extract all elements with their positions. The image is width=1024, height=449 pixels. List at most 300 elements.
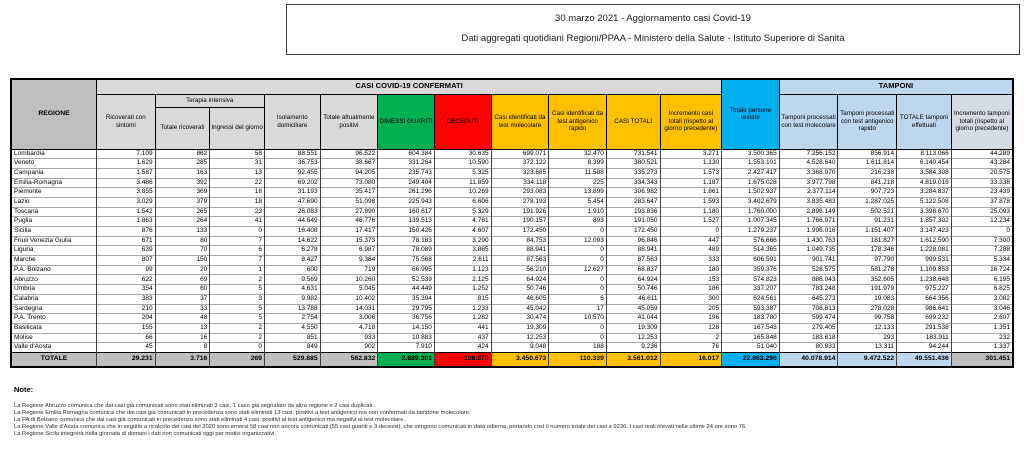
column-header-ingressi-giorno: Ingressi del giorno — [210, 107, 265, 149]
table-row — [11, 333, 1013, 343]
value-cell: 3.561.012 — [606, 352, 660, 367]
value-cell: 35.394 — [378, 294, 435, 304]
value-cell: 986.641 — [897, 304, 952, 314]
value-cell: 902 — [320, 343, 378, 353]
value-cell: 191.926 — [491, 207, 549, 217]
value-cell: 183.911 — [897, 333, 952, 343]
region-name-cell: Umbria — [11, 285, 96, 295]
value-cell: 1.109.853 — [897, 265, 952, 275]
value-cell: 279.405 — [779, 323, 838, 333]
value-cell: 32.470 — [549, 149, 607, 159]
value-cell: 3.082 — [951, 294, 1013, 304]
value-cell: 815 — [434, 294, 491, 304]
value-cell: 1.766.071 — [779, 217, 838, 227]
value-cell: 0 — [549, 275, 607, 285]
value-cell: 301.451 — [951, 352, 1013, 367]
value-cell: 6.987 — [320, 246, 378, 256]
table-row — [11, 285, 1013, 295]
value-cell: 285 — [155, 159, 210, 169]
value-cell: 352.605 — [838, 275, 897, 285]
value-cell: 225 — [549, 178, 607, 188]
region-name-cell: Sardegna — [11, 304, 96, 314]
value-cell: 80 — [155, 236, 210, 246]
region-name-cell: P.A. Bolzano — [11, 265, 96, 275]
column-header-incremento-casi: Incremento casi totali (rispetto al giorno precedente) — [660, 94, 722, 149]
region-name-cell: Lazio — [11, 197, 96, 207]
value-cell: 44.289 — [951, 149, 1013, 159]
value-cell: 15.373 — [320, 236, 378, 246]
value-cell: 1.553.101 — [722, 159, 780, 169]
value-cell: 51.040 — [722, 343, 780, 353]
group-header-casi-confermati: CASI COVID-19 CONFERMATI — [96, 79, 721, 94]
value-cell: 581.278 — [838, 265, 897, 275]
value-cell: 334.118 — [491, 178, 549, 188]
value-cell: 225.943 — [378, 197, 435, 207]
value-cell: 3.865 — [434, 246, 491, 256]
value-cell: 10.402 — [320, 294, 378, 304]
value-cell: 19.309 — [491, 323, 549, 333]
value-cell: 191.979 — [838, 285, 897, 295]
region-name-cell: Abruzzo — [11, 275, 96, 285]
value-cell: 3.284.837 — [897, 188, 952, 198]
value-cell: 1.180 — [660, 207, 722, 217]
value-cell: 3.486 — [96, 178, 155, 188]
value-cell: 133 — [155, 227, 210, 237]
value-cell: 1.238.648 — [897, 275, 952, 285]
value-cell: 58 — [210, 149, 265, 159]
value-cell: 45 — [96, 343, 155, 353]
value-cell: 699.071 — [491, 149, 549, 159]
value-cell: 180 — [660, 265, 722, 275]
table-row — [11, 188, 1013, 198]
value-cell: 88.941 — [606, 246, 660, 256]
value-cell: 16.408 — [264, 227, 320, 237]
value-cell: 7.300 — [951, 236, 1013, 246]
value-cell: 94.205 — [320, 168, 378, 178]
column-header-dimessi-guariti: DIMESSI GUARITI — [378, 94, 435, 149]
value-cell: 75.568 — [378, 256, 435, 266]
value-cell: 2.377.114 — [779, 188, 838, 198]
value-cell: 183.780 — [722, 314, 780, 324]
value-cell: 5.122.508 — [897, 197, 952, 207]
region-name-cell: Calabria — [11, 294, 96, 304]
report-title-box — [286, 4, 1020, 55]
value-cell: 13.899 — [549, 188, 607, 198]
value-cell: 78.089 — [378, 246, 435, 256]
value-cell: 719 — [320, 265, 378, 275]
value-cell: 783.248 — [779, 285, 838, 295]
value-cell: 3.029 — [96, 197, 155, 207]
value-cell: 2 — [210, 333, 265, 343]
value-cell: 2 — [210, 323, 265, 333]
value-cell: 1.502.937 — [722, 188, 780, 198]
value-cell: 600 — [264, 265, 320, 275]
value-cell: 12.253 — [606, 333, 660, 343]
report-subtitle: Dati aggregati quotidiani Regioni/PPAA - Ministero della Salute - Istituto Superiore di Sanità — [461, 33, 845, 44]
value-cell: 283.647 — [606, 197, 660, 207]
value-cell: 37 — [155, 294, 210, 304]
value-cell: 8 — [155, 343, 210, 353]
value-cell: 933 — [320, 333, 378, 343]
note-item: La Regione Valle d'Aosta comunica che in seguito a ricalcolo dei casi del 2020 sono emersi 58 casi non ancora comunicati (55 casi guariti e 3 decessi), che vengono comunicati in data odierna, portando così il numero totale dei casi a 9236. I casi reali rilevati nelle ultime 24 ore sono 76. — [14, 424, 747, 430]
value-cell: 1.612.590 — [897, 236, 952, 246]
value-cell: 16 — [155, 333, 210, 343]
value-cell: 731.541 — [606, 149, 660, 159]
value-cell: 2.889.301 — [378, 352, 435, 367]
value-cell: 4.631 — [264, 285, 320, 295]
value-cell: 91.231 — [838, 217, 897, 227]
region-name-cell: Friuli Venezia Giulia — [11, 236, 96, 246]
value-cell: 886.043 — [779, 275, 838, 285]
value-cell: 6.825 — [951, 285, 1013, 295]
value-cell: 333 — [660, 256, 722, 266]
value-cell: 155 — [96, 323, 155, 333]
region-name-cell: Piemonte — [11, 188, 96, 198]
value-cell: 3.147.423 — [897, 227, 952, 237]
value-cell: 10.570 — [549, 314, 607, 324]
value-cell: 46.611 — [606, 294, 660, 304]
value-cell: 64.924 — [606, 275, 660, 285]
table-row — [11, 265, 1013, 275]
value-cell: 150 — [155, 256, 210, 266]
value-cell: 45.059 — [606, 304, 660, 314]
value-cell: 1.760.000 — [722, 207, 780, 217]
value-cell: 12.234 — [951, 217, 1013, 227]
value-cell: 6.278 — [264, 246, 320, 256]
value-cell: 37.878 — [951, 197, 1013, 207]
value-cell: 69 — [155, 275, 210, 285]
column-header-regione: REGIONE — [11, 79, 96, 149]
value-cell: 593.387 — [722, 304, 780, 314]
value-cell: 50.746 — [606, 285, 660, 295]
value-cell: 2 — [660, 333, 722, 343]
value-cell: 163 — [155, 168, 210, 178]
value-cell: 46.776 — [320, 217, 378, 227]
value-cell: 893 — [549, 217, 607, 227]
region-name-cell: Puglia — [11, 217, 96, 227]
value-cell: 33.338 — [951, 178, 1013, 188]
covid-data-table — [10, 78, 1014, 368]
value-cell: 29.795 — [378, 304, 435, 314]
note-item: La Regione Sicila integrerà nella giornata di domani i dati non comunicati oggi per motivi organizzativi. — [14, 431, 276, 437]
value-cell: 372.122 — [491, 159, 549, 169]
value-cell: 51.098 — [320, 197, 378, 207]
value-cell: 5 — [210, 314, 265, 324]
value-cell: 31 — [210, 159, 265, 169]
value-cell: 17 — [549, 304, 607, 314]
value-cell: 5.454 — [549, 197, 607, 207]
table-row — [11, 323, 1013, 333]
value-cell: 6 — [210, 246, 265, 256]
value-cell: 23 — [210, 207, 265, 217]
value-cell: 529.885 — [264, 352, 320, 367]
value-cell: 604.384 — [378, 149, 435, 159]
region-name-cell: Marche — [11, 256, 96, 266]
value-cell: 3.716 — [155, 352, 210, 367]
value-cell: 380.521 — [606, 159, 660, 169]
value-cell: 876 — [96, 227, 155, 237]
value-cell: 165.848 — [722, 333, 780, 343]
value-cell: 0 — [549, 227, 607, 237]
value-cell: 9.982 — [264, 294, 320, 304]
table-row — [11, 275, 1013, 285]
value-cell: 0 — [549, 333, 607, 343]
value-cell: 1.996.016 — [779, 227, 838, 237]
value-cell: 4.550 — [264, 323, 320, 333]
note-item: La PA di Bolzano comunica che dai casi già comunicati in precedenza sono stati eliminati 4 casi, positivi al test antigenico ma negativi al test molecolare. — [14, 417, 406, 423]
value-cell: 44.649 — [264, 217, 320, 227]
value-cell: 369 — [155, 188, 210, 198]
value-cell: 66.995 — [378, 265, 435, 275]
value-cell: 1.187 — [660, 178, 722, 188]
value-cell: 49.551.436 — [897, 352, 952, 367]
table-row — [11, 314, 1013, 324]
value-cell: 4.718 — [320, 323, 378, 333]
column-header-totale-tamponi: TOTALE tamponi effettuati — [897, 94, 952, 149]
value-cell: 1.252 — [434, 285, 491, 295]
value-cell: 334.343 — [606, 178, 660, 188]
value-cell: 13.311 — [838, 343, 897, 353]
value-cell: 87.563 — [606, 256, 660, 266]
value-cell: 1.675.028 — [722, 178, 780, 188]
column-header-casi-antigenico: Casi identificati da test antigenico rapido — [549, 94, 607, 149]
value-cell: 66 — [96, 333, 155, 343]
value-cell: 392 — [155, 178, 210, 188]
column-header-attualmente-positivi: Totale attualmente positivi — [320, 94, 378, 149]
value-cell: 3.500.365 — [722, 149, 780, 159]
value-cell: 25.093 — [951, 207, 1013, 217]
value-cell: 856.914 — [838, 149, 897, 159]
value-cell: 80.933 — [779, 343, 838, 353]
value-cell: 3.006 — [320, 314, 378, 324]
value-cell: 36.753 — [264, 159, 320, 169]
value-cell: 45.042 — [491, 304, 549, 314]
value-cell: 87.563 — [491, 256, 549, 266]
value-cell: 205 — [660, 304, 722, 314]
value-cell: 3.046 — [951, 304, 1013, 314]
value-cell: 29.231 — [96, 352, 155, 367]
value-cell: 383 — [96, 294, 155, 304]
value-cell: 265 — [155, 207, 210, 217]
value-cell: 3.398.670 — [897, 207, 952, 217]
value-cell: 2.427.417 — [722, 168, 780, 178]
value-cell: 1.007.345 — [722, 217, 780, 227]
value-cell: 94.244 — [897, 343, 952, 353]
value-cell: 331.264 — [378, 159, 435, 169]
table-row — [11, 227, 1013, 237]
value-cell: 1.130 — [660, 159, 722, 169]
value-cell: 186 — [660, 285, 722, 295]
value-cell: 599.474 — [779, 314, 838, 324]
value-cell: 210 — [96, 304, 155, 314]
value-cell: 337.207 — [722, 285, 780, 295]
value-cell: 264 — [155, 217, 210, 227]
value-cell: 1.861 — [660, 188, 722, 198]
region-name-cell: Toscana — [11, 207, 96, 217]
value-cell: 181.827 — [838, 236, 897, 246]
value-cell: 3.584.308 — [897, 168, 952, 178]
region-name-cell: Valle d'Aosta — [11, 343, 96, 353]
value-cell: 1.049.735 — [779, 246, 838, 256]
table-row — [11, 207, 1013, 217]
value-cell: 708.613 — [779, 304, 838, 314]
value-cell: 3.835.483 — [779, 197, 838, 207]
value-cell: 11.588 — [549, 168, 607, 178]
value-cell: 191.050 — [606, 217, 660, 227]
value-cell: 7.288 — [951, 246, 1013, 256]
value-cell: 9.048 — [491, 343, 549, 353]
value-cell: 64.924 — [491, 275, 549, 285]
value-cell: 528.575 — [779, 265, 838, 275]
value-cell: 193.836 — [606, 207, 660, 217]
value-cell: 30.474 — [491, 314, 549, 324]
value-cell: 20 — [155, 265, 210, 275]
value-cell: 96.846 — [606, 236, 660, 246]
value-cell: 3.368.070 — [779, 168, 838, 178]
value-cell: 278.028 — [838, 304, 897, 314]
value-cell: 43.284 — [951, 159, 1013, 169]
value-cell: 3.977.798 — [779, 178, 838, 188]
value-cell: 41.044 — [606, 314, 660, 324]
value-cell: 999.531 — [897, 256, 952, 266]
value-cell: 40.078.914 — [779, 352, 838, 367]
value-cell: 167.543 — [722, 323, 780, 333]
value-cell: 23.439 — [951, 188, 1013, 198]
value-cell: 1.351 — [951, 323, 1013, 333]
region-name-cell: Lombardia — [11, 149, 96, 159]
value-cell: 172.450 — [491, 227, 549, 237]
value-cell: 0 — [549, 246, 607, 256]
value-cell: 12.253 — [491, 333, 549, 343]
table-row — [11, 343, 1013, 353]
value-cell: 6.195 — [951, 275, 1013, 285]
value-cell: 5 — [210, 304, 265, 314]
value-cell: 160.617 — [378, 207, 435, 217]
value-cell: 622 — [96, 275, 155, 285]
table-row — [11, 168, 1013, 178]
value-cell: 671 — [96, 236, 155, 246]
value-cell: 639 — [96, 246, 155, 256]
value-cell: 99.758 — [838, 314, 897, 324]
value-cell: 489 — [660, 246, 722, 256]
value-cell: 437 — [434, 333, 491, 343]
value-cell: 5.334 — [951, 256, 1013, 266]
value-cell: 502.521 — [838, 207, 897, 217]
notes-heading: Note: — [14, 385, 34, 394]
column-header-totale-ricoverati: Totale ricoverati — [155, 107, 210, 149]
value-cell: 323.685 — [491, 168, 549, 178]
value-cell: 0 — [951, 227, 1013, 237]
region-name-cell: Veneto — [11, 159, 96, 169]
value-cell: 44.449 — [378, 285, 435, 295]
value-cell: 0 — [210, 227, 265, 237]
value-cell: 0 — [549, 256, 607, 266]
value-cell: 441 — [434, 323, 491, 333]
value-cell: 13 — [155, 323, 210, 333]
value-cell: 0 — [549, 323, 607, 333]
value-cell: 1.629 — [96, 159, 155, 169]
value-cell: 12.133 — [838, 323, 897, 333]
value-cell: 7.910 — [378, 343, 435, 353]
value-cell: 1.857.302 — [897, 217, 952, 227]
value-cell: 13 — [210, 168, 265, 178]
value-cell: 645.273 — [779, 294, 838, 304]
table-row — [11, 159, 1013, 169]
value-cell: 46.605 — [491, 294, 549, 304]
value-cell: 291.538 — [897, 323, 952, 333]
region-name-cell: Molise — [11, 333, 96, 343]
region-name-cell: P.A. Trento — [11, 314, 96, 324]
value-cell: 7.256.152 — [779, 149, 838, 159]
value-cell: 36.756 — [378, 314, 435, 324]
value-cell: 76 — [660, 343, 722, 353]
table-row — [11, 236, 1013, 246]
region-name-cell: Campania — [11, 168, 96, 178]
value-cell: 52.539 — [378, 275, 435, 285]
value-cell: 1.151.407 — [838, 227, 897, 237]
table-row — [11, 294, 1013, 304]
value-cell: 14.622 — [264, 236, 320, 246]
value-cell: 354 — [96, 285, 155, 295]
value-cell: 128 — [660, 323, 722, 333]
value-cell: 150.426 — [378, 227, 435, 237]
value-cell: 1 — [210, 265, 265, 275]
value-cell: 12.627 — [549, 265, 607, 275]
value-cell: 1.233 — [434, 304, 491, 314]
table-body — [11, 149, 1013, 367]
column-header-ricoverati: Ricoverati con sintomi — [96, 94, 155, 149]
value-cell: 78.183 — [378, 236, 435, 246]
value-cell: 8.113.066 — [897, 149, 952, 159]
value-cell: 10.883 — [378, 333, 435, 343]
value-cell: 1.337 — [951, 343, 1013, 353]
value-cell: 183.618 — [779, 333, 838, 343]
value-cell: 19.083 — [838, 294, 897, 304]
value-cell: 2.125 — [434, 275, 491, 285]
value-cell: 3.402.679 — [722, 197, 780, 207]
value-cell: 4.607 — [434, 227, 491, 237]
value-cell: 1.611.814 — [838, 159, 897, 169]
note-item: La Regione Abruzzo comunica che dai casi già comunicati sono stati eliminati 3 casi, 1 caso già segnalato da altra regione e 2 casi duplicati. — [14, 403, 374, 409]
value-cell: 172.450 — [606, 227, 660, 237]
group-header-terapia-intensiva: Terapia intensiva — [155, 94, 264, 107]
table-row — [11, 304, 1013, 314]
value-cell: 862 — [155, 149, 210, 159]
value-cell: 514.365 — [722, 246, 780, 256]
value-cell: 92.455 — [264, 168, 320, 178]
value-cell: 48 — [155, 314, 210, 324]
region-name-cell: Basilicata — [11, 323, 96, 333]
column-header-deceduti: DECEDUTI — [434, 94, 491, 149]
report-title: 30 marzo 2021 - Aggiornamento casi Covid-19 — [555, 13, 751, 24]
value-cell: 359.376 — [722, 265, 780, 275]
value-cell: 31.193 — [264, 188, 320, 198]
value-cell: 68.837 — [606, 265, 660, 275]
value-cell: 19.309 — [606, 323, 660, 333]
value-cell: 16.724 — [951, 265, 1013, 275]
value-cell: 4.528.640 — [779, 159, 838, 169]
value-cell: 204 — [96, 314, 155, 324]
value-cell: 88.941 — [491, 246, 549, 256]
value-cell: 190.157 — [491, 217, 549, 227]
value-cell: 424 — [434, 343, 491, 353]
value-cell: 624.561 — [722, 294, 780, 304]
value-cell: 235.743 — [378, 168, 435, 178]
value-cell: 110.339 — [549, 352, 607, 367]
value-cell: 10.269 — [434, 188, 491, 198]
value-cell: 849 — [264, 343, 320, 353]
value-cell: 73.080 — [320, 178, 378, 188]
